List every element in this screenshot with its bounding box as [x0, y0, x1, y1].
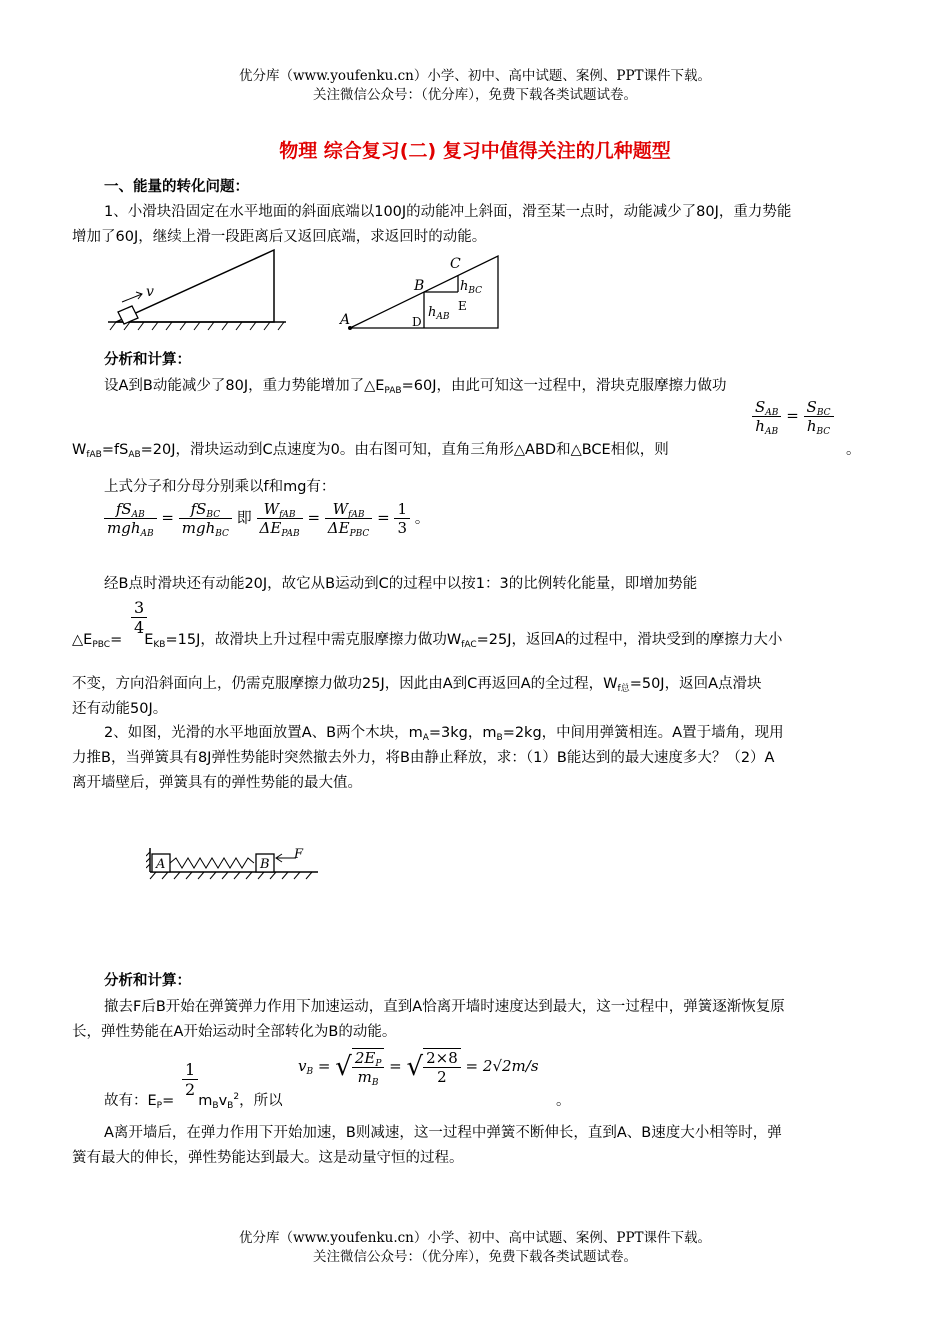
one-half-fraction: $\frac{1}{2}$ [182, 1060, 198, 1099]
spring [170, 858, 254, 868]
q2-line-3: 离开墙壁后，弹簧具有的弹性势能的最大值。 [72, 775, 362, 791]
page-title: 物理 综合复习(二) 复习中值得关注的几种题型 [279, 140, 671, 162]
three-quarters-fraction: $\frac{3}{4}$ [131, 598, 147, 637]
q1-text-line-2: 增加了60J，继续上滑一段距离后又返回底端，求返回时的动能。 [72, 229, 487, 245]
section-heading: 一、能量的转化问题： [104, 179, 249, 195]
label-hab: h [428, 305, 437, 320]
analysis-2-line-3: 故有：$E_P= m_Bv_B^2$，所以 [104, 1092, 283, 1111]
q2-line-1: 2、如图，光滑的水平地面放置A、B两个木块，$m_A=3kg$，$m_B=2kg$，中间用弹簧相连。A置于墙角，现用 [104, 725, 784, 743]
q2-line-2: 力推B，当弹簧具有8J弹性势能时突然撤去外力，将B由静止释放，求：（1）B能达到的最大速度多大？（2）A [72, 750, 775, 766]
analysis-1-line-3: 上式分子和分母分别乘以f和mg有： [104, 479, 336, 495]
header-line-2: 关注微信公众号：（优分库），免费下载各类试题试卷。 [313, 87, 637, 103]
analysis-2-line-1: 撤去F后B开始在弹簧弹力作用下加速运动，直到A恰离开墙时速度达到最大，这一过程中，弹簧逐渐恢复原 [104, 999, 785, 1015]
label-d: D [412, 315, 422, 329]
triangle-figure [338, 252, 508, 334]
label-hab-sub: AB [436, 312, 450, 322]
label-b: B [414, 278, 425, 294]
svg-text:hAB [428, 305, 450, 322]
analysis-2-line-5: 簧有最大的伸长，弹性势能达到最大。这是动量守恒的过程。 [72, 1150, 464, 1166]
spring-figure [146, 846, 324, 882]
label-block-a: A [156, 857, 166, 872]
label-block-b: B [260, 857, 270, 872]
label-e: E [458, 299, 467, 313]
analysis-2-line-4: A离开墙后，在弹力作用下开始加速，B则减速，这一过程中弹簧不断伸长，直到A、B速度大小相等时，弹 [104, 1125, 782, 1141]
label-c: C [450, 256, 461, 272]
analysis-1-line-5: $\triangle E_{PBC}= E_{KB}=15J$，故滑块上升过程中需克服摩擦力做功$W_{fAC}=25J$，返回A的过程中，滑块受到的摩擦力大小 [72, 632, 783, 650]
svg-text:hBC [460, 279, 482, 296]
ratio-formula: $\frac{S_{AB}}{h_{AB}}$ = $\frac{S_{BC}}{h_{BC}}$ [752, 398, 834, 435]
q1-text-line-1: 1、小滑块沿固定在水平地面的斜面底端以100J的动能冲上斜面，滑至某一点时，动能减少了80J，重力势能 [104, 204, 792, 220]
incline-figure [108, 246, 290, 332]
label-hbc: h [460, 279, 469, 294]
label-hbc-sub: BC [468, 286, 483, 296]
analysis-heading-2: 分析和计算： [104, 973, 191, 989]
analysis-1-line-6: 不变，方向沿斜面向上，仍需克服摩擦力做功25J，因此由A到C再返回A的全过程，$W_{f总}=50J$，返回A点滑块 [72, 676, 762, 694]
analysis-1-line-4: 经B点时滑块还有动能20J，故它从B运动到C的过程中以按1：3的比例转化能量，即增加势能 [104, 576, 698, 592]
footer-line-2: 关注微信公众号：（优分库），免费下载各类试题试卷。 [313, 1249, 637, 1265]
analysis-1-line-2: $W_{fAB}=fS_{AB}=20J$，滑块运动到C点速度为0。由右图可知，直角三角形△ABD和△BCE相似，则 [72, 442, 669, 460]
analysis-1-line-1: 设A到B动能减少了80J，重力势能增加了$\triangle E_{PAB}=60J$，由此可知这一过程中，滑块克服摩擦力做功 [104, 378, 727, 396]
analysis-1-line-7: 还有动能50J。 [72, 701, 168, 717]
analysis-2-line-2: 长，弹性势能在A开始运动时全部转化为B的动能。 [72, 1024, 397, 1040]
analysis-heading-1: 分析和计算： [104, 352, 191, 368]
label-force: F [294, 847, 304, 862]
label-a: A [340, 312, 351, 328]
velocity-formula: $v_B$ = √ $\frac{2E_P}{m_B}$ = √ $\frac{2\times 8}{2}$ = 2√2m/s [298, 1049, 539, 1088]
energy-ratio-formula: $\frac{fS_{AB}}{mgh_{AB}}$ = $\frac{fS_{BC}}{mgh_{BC}}$ 即 $\frac{W_{fAB}}{\Delta E_{PAB}}$ = $\frac{W_{fAB}}{\Delta E_{PBC}}$ = $\frac{1}{3}$ 。 [104, 500, 464, 537]
header-line-1: 优分库（www.youfenku.cn）小学、初中、高中试题、案例、PPT课件下载。 [238, 68, 712, 84]
analysis-1-line-2-tail: 。 [846, 442, 861, 458]
velocity-formula-tail: 。 [556, 1093, 571, 1109]
footer-line-1: 优分库（www.youfenku.cn）小学、初中、高中试题、案例、PPT课件下载。 [238, 1230, 712, 1246]
label-v: v [146, 284, 154, 300]
